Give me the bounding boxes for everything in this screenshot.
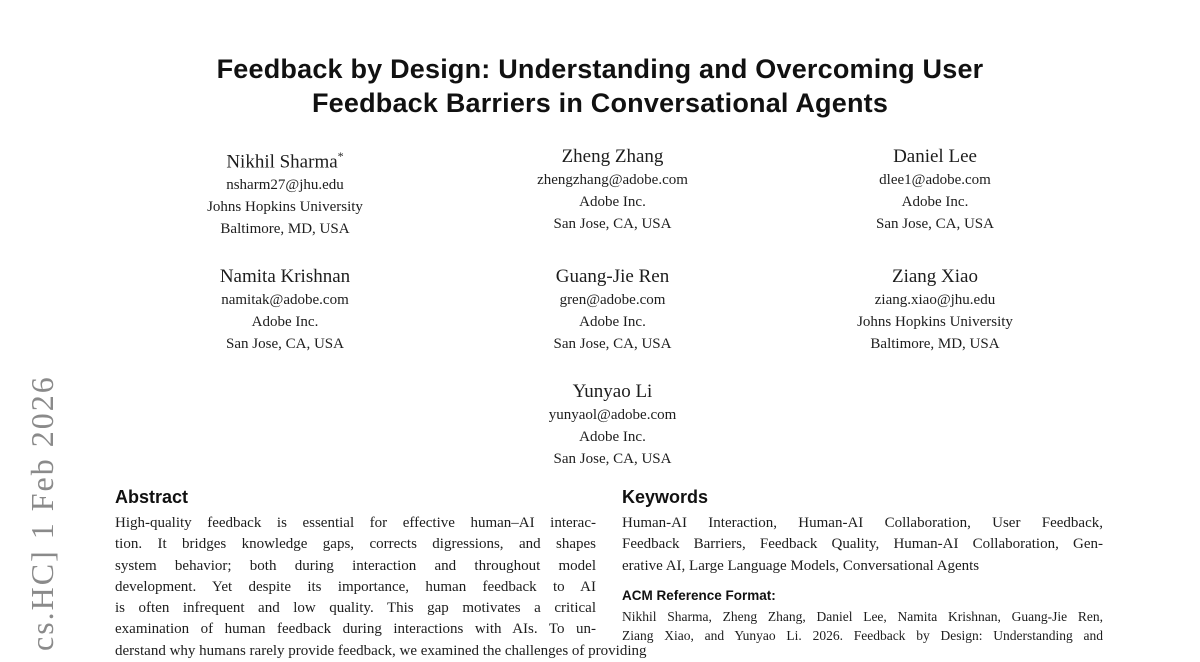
author-name <box>115 144 455 174</box>
author-block-ziang-xiao <box>770 264 1100 355</box>
author-email: ziang.xiao@jhu.edu <box>874 292 996 309</box>
author-email: namitak@adobe.com <box>221 292 349 309</box>
abstract-line: High-quality feedback is essential for effective human–AI interac- <box>115 515 596 531</box>
paper-title <box>0 52 1200 120</box>
author-name: Ziang Xiao <box>891 266 978 288</box>
author-name: Daniel Lee <box>893 146 977 167</box>
author-name: Yunyao Li <box>572 381 653 403</box>
keywords-heading: Keywords <box>622 487 709 507</box>
paper-title-line2: Feedback Barriers in Conversational Agents <box>311 88 889 118</box>
author-list <box>115 144 1100 494</box>
author-block-daniel-lee <box>770 144 1100 240</box>
abstract-line: development. Yet despite its importance, human feedback to AI <box>115 578 596 595</box>
author-name: Namita Krishnan <box>219 266 351 288</box>
author-location: San Jose, CA, USA <box>876 216 994 232</box>
author-block-namita-krishnan <box>115 264 455 355</box>
paper-title-line1: Feedback by Design: Understanding and Overcoming User <box>216 54 984 84</box>
author-location: San Jose, CA, USA <box>553 336 672 353</box>
author-affiliation: Johns Hopkins University <box>857 314 1013 331</box>
acm-reference-line: Nikhil Sharma, Zheng Zhang, Daniel Lee, Namita Krishnan, Guang-Jie Ren, <box>622 608 1103 624</box>
author-affiliation: Adobe Inc. <box>579 314 646 331</box>
right-column <box>622 486 1103 646</box>
author-block-yunyao-li <box>455 379 770 470</box>
keywords-line: Human-AI Interaction, Human-AI Collaboration, User Feedback, <box>622 515 1103 531</box>
author-block-guang-jie-ren <box>455 264 770 355</box>
keywords-section <box>622 486 1103 577</box>
author-affiliation: Adobe Inc. <box>251 314 319 331</box>
author-affiliation: Adobe Inc. <box>579 429 646 446</box>
author-email: gren@adobe.com <box>559 292 666 309</box>
author-name-text: Nikhil Sharma <box>226 151 338 173</box>
abstract-section <box>115 486 647 662</box>
author-name: Zheng Zhang <box>561 146 664 167</box>
author-email: dlee1@adobe.com <box>879 172 991 188</box>
abstract-line: system behavior; both during interaction and throughout model <box>115 557 596 574</box>
acm-reference-section <box>622 587 1103 646</box>
author-affiliation: Adobe Inc. <box>901 194 969 210</box>
abstract-line: tion. It bridges knowledge gaps, corrects digressions, and shapes <box>115 536 596 553</box>
author-row-3 <box>115 379 1100 470</box>
author-affiliation: Johns Hopkins University <box>207 199 363 216</box>
author-location: Baltimore, MD, USA <box>220 221 350 238</box>
acm-reference-heading: ACM Reference Format: <box>622 587 776 603</box>
abstract-line: examination of human feedback during interactions with AIs. To un- <box>115 621 596 638</box>
abstract-heading: Abstract <box>115 487 189 507</box>
acm-reference-line: Ziang Xiao, and Yunyao Li. 2026. Feedback by Design: Understanding and <box>622 628 1103 644</box>
author-email: yunyaol@adobe.com <box>548 407 677 424</box>
author-block-nikhil-sharma <box>115 144 455 240</box>
author-affiliation: Adobe Inc. <box>579 194 646 210</box>
author-location: San Jose, CA, USA <box>553 451 672 468</box>
author-location: Baltimore, MD, USA <box>870 336 1000 353</box>
author-row-2 <box>115 264 1100 355</box>
author-location: San Jose, CA, USA <box>226 336 344 353</box>
abstract-line: is often infrequent and low quality. This gap motivates a critical <box>115 600 596 617</box>
author-email: nsharm27@jhu.edu <box>226 177 344 194</box>
author-location: San Jose, CA, USA <box>553 216 672 232</box>
arxiv-watermark: cs.HC] 1 Feb 2026 <box>24 375 60 651</box>
author-name: Guang-Jie Ren <box>555 266 670 288</box>
abstract-line-clipped: derstand why humans rarely provide feedback, we examined the challenges of providing <box>115 642 647 659</box>
author-footnote-mark: * <box>337 149 344 163</box>
author-email: zhengzhang@adobe.com <box>537 172 688 188</box>
keywords-line: erative AI, Large Language Models, Conversational Agents <box>622 557 980 574</box>
author-block-zheng-zhang <box>455 144 770 240</box>
keywords-line: Feedback Barriers, Feedback Quality, Human-AI Collaboration, Gen- <box>622 536 1103 553</box>
author-row-1 <box>115 144 1100 240</box>
